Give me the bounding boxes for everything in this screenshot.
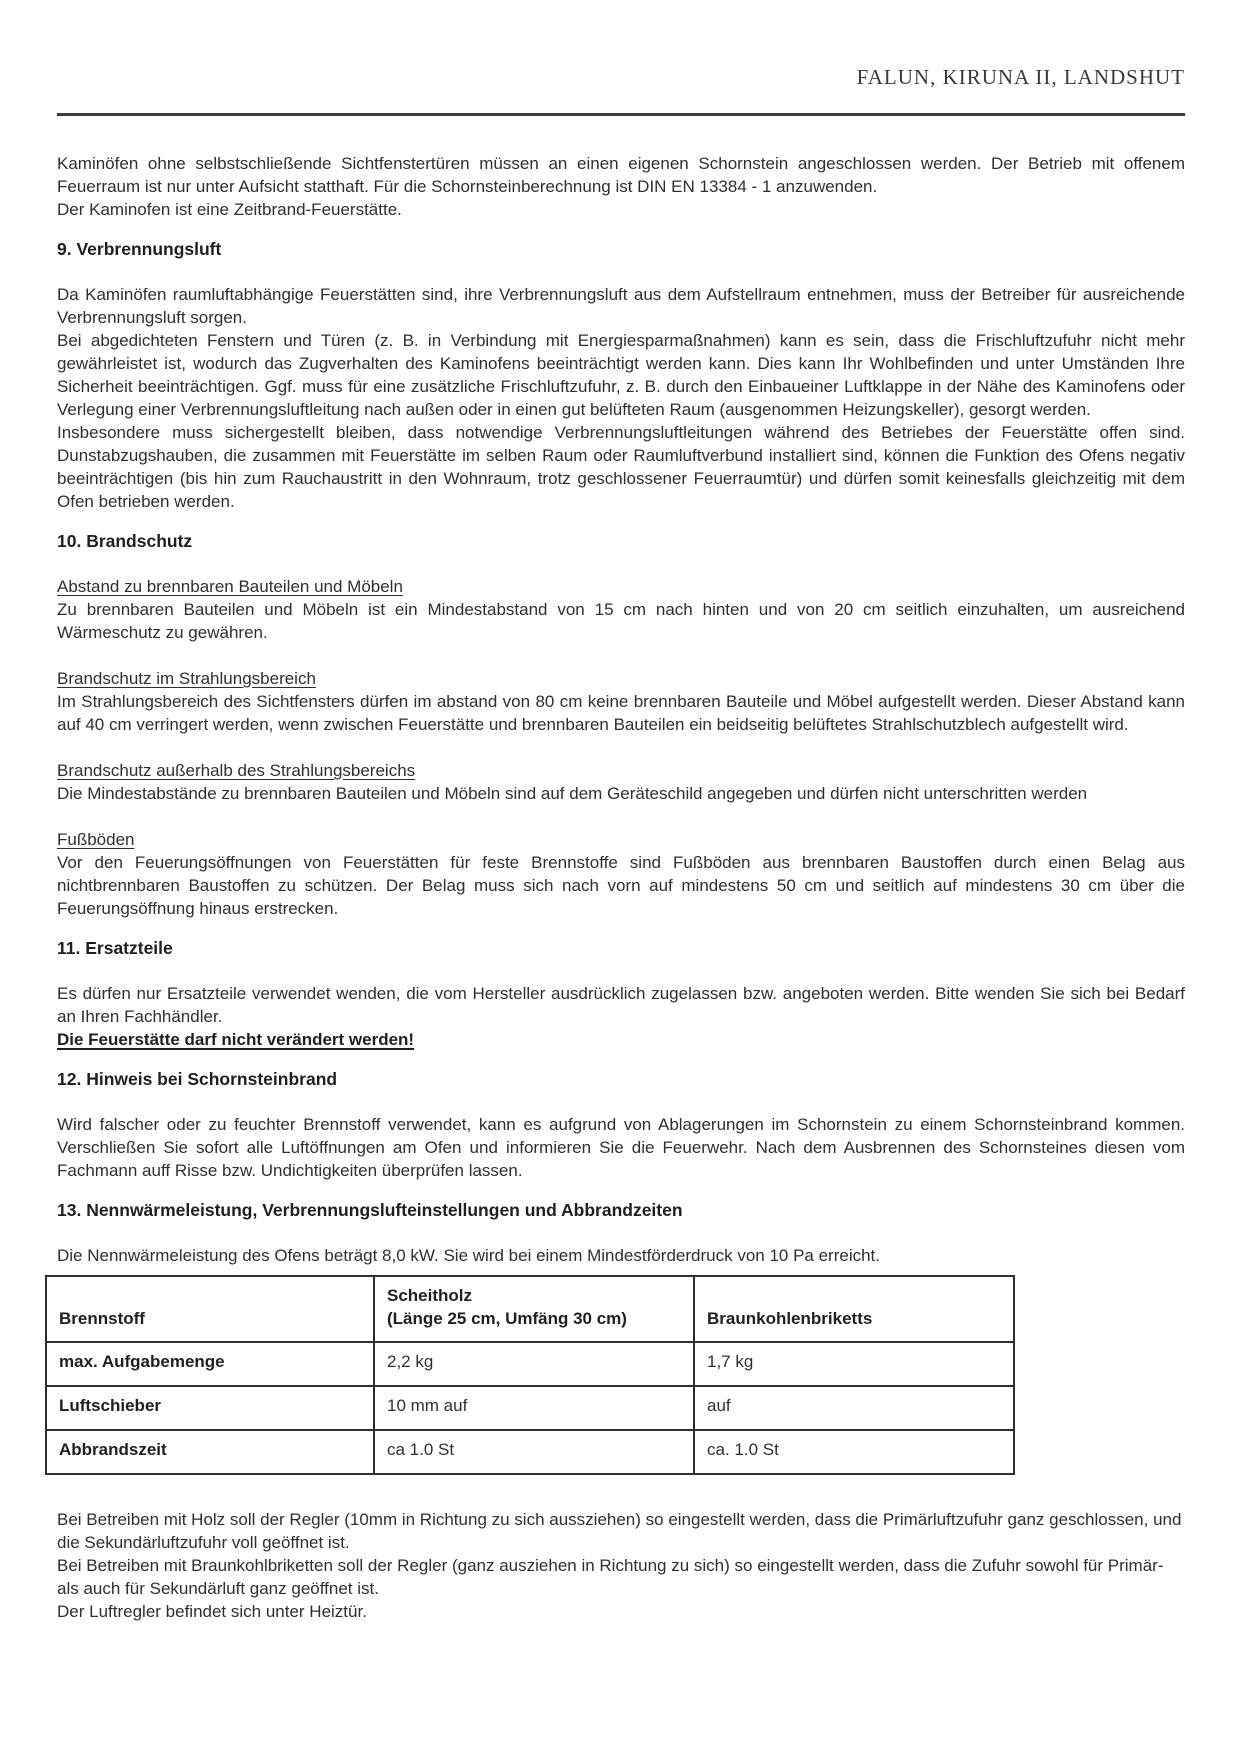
closing-block (57, 1508, 1185, 1623)
section-11-heading: 11. Ersatzteile (57, 938, 173, 958)
table-cell-label: Luftschieber (46, 1386, 374, 1430)
table-header-scheitholz-line2: (Länge 25 cm, Umfäng 30 cm) (387, 1309, 627, 1328)
table-header-scheitholz-line1: Scheitholz (387, 1286, 473, 1305)
section-10-text-abstand: Zu brennbaren Bauteilen und Möbeln ist ein Mindestabstand von 15 cm nach hinten und von 20 cm seitlich einzuhalten, um ausreichend Wärmeschutz zu gewähren. (57, 600, 1185, 642)
section-11-warning: Die Feuerstätte darf nicht verändert werden! (57, 1030, 415, 1049)
table-cell-label: max. Aufgabemenge (46, 1342, 374, 1386)
section-13-paragraph-1: Die Nennwärmeleistung des Ofens beträgt 8,0 kW. Sie wird bei einem Mindestförderdruck von 10 Pa erreicht. (57, 1246, 881, 1265)
closing-paragraph-2: Bei Betreiben mit Braunkohlbriketten soll der Regler (ganz ausziehen in Richtung zu sich) so eingestellt werden, dass die Zufuhr sowohl für Primär- als auch für Sekundärluft ganz geöffnet ist. (57, 1556, 1164, 1598)
table-header-row (46, 1276, 1014, 1342)
table-cell-braunkohle: auf (694, 1386, 1014, 1430)
section-13-heading: 13. Nennwärmeleistung, Verbrennungslufteinstellungen und Abbrandzeiten (57, 1200, 683, 1220)
table-row (46, 1430, 1014, 1474)
table-cell-braunkohle: 1,7 kg (694, 1342, 1014, 1386)
intro-paragraph-2: Der Kaminofen ist eine Zeitbrand-Feuerstätte. (57, 200, 402, 219)
section-10-subtitle-ausserhalb: Brandschutz außerhalb des Strahlungsbereichs (57, 761, 416, 780)
intro-paragraph-1: Kaminöfen ohne selbstschließende Sichtfenstertüren müssen an einen eigenen Schornstein angeschlossen werden. Der Betrieb mit offenem Feuerraum ist nur unter Aufsicht statthaft. Für die Schornsteinberechnung ist DIN EN 13384 - 1 anzuwenden. (57, 154, 1185, 196)
table-cell-scheitholz: 2,2 kg (374, 1342, 694, 1386)
document-header-title: FALUN, KIRUNA II, LANDSHUT (856, 65, 1185, 89)
closing-paragraph-3: Der Luftregler befindet sich unter Heiztür. (57, 1602, 367, 1621)
section-9-paragraph-2: Bei abgedichteten Fenstern und Türen (z. B. in Verbindung mit Energiesparmaßnahmen) kann es sein, dass die Frischluftzufuhr nicht mehr gewährleistet ist, wodurch das Zugverhalten des Kaminofens beeinträchtigt werden kann. Dies kann Ihr Wohlbefinden und unter Umständen Ihre Sicherheit beeinträchtigen. Ggf. muss für eine zusätzliche Frischluftzufuhr, z. B. durch den Einbaueiner Luftklappe in der Nähe des Kaminofens oder Verlegung einer Verbrennungsluftleitung nach außen oder in einen gut belüfteten Raum (ausgenommen Heizungskeller), gesorgt werden. (57, 331, 1185, 419)
section-10-subtitle-strahlungsbereich: Brandschutz im Strahlungsbereich (57, 669, 316, 688)
section-10-subtitle-abstand: Abstand zu brennbaren Bauteilen und Möbeln (57, 577, 403, 596)
section-9-paragraph-3: Insbesondere muss sichergestellt bleiben, dass notwendige Verbrennungsluftleitungen während des Betriebes der Feuerstätte offen sind. Dunstabzugshauben, die zusammen mit Feuerstätte im selben Raum oder Raumluftverbund installiert sind, können die Funktion des Ofens negativ beeinträchtigen (bis hin zum Rauchaustritt in den Wohnraum, trotz geschlossener Feuerraumtür) und dürfen somit keinesfalls gleichzeitig mit dem Ofen betrieben werden. (57, 423, 1185, 511)
document-body (57, 152, 1185, 1623)
table-row (46, 1342, 1014, 1386)
table-cell-braunkohle: ca. 1.0 St (694, 1430, 1014, 1474)
section-11-paragraph-1: Es dürfen nur Ersatzteile verwendet wenden, die vom Hersteller ausdrücklich zugelassen bzw. angeboten werden. Bitte wenden Sie sich bei Bedarf an Ihren Fachhändler. (57, 984, 1185, 1026)
table-header-braunkohlenbriketts: Braunkohlenbriketts (694, 1276, 1014, 1342)
table-cell-label: Abbrandszeit (46, 1430, 374, 1474)
table-row (46, 1386, 1014, 1430)
section-9-heading: 9. Verbrennungsluft (57, 239, 222, 259)
table-cell-scheitholz: ca 1.0 St (374, 1430, 694, 1474)
section-10-heading: 10. Brandschutz (57, 531, 193, 551)
section-10-text-fussboeden: Vor den Feuerungsöffnungen von Feuerstätten für feste Brennstoffe sind Fußböden aus brennbaren Baustoffen durch einen Belag aus nichtbrennbaren Baustoffen zu schützen. Der Belag muss sich nach vorn auf mindestens 50 cm und seitlich auf mindestens 30 cm über die Feuerungsöffnung hinaus erstrecken. (57, 853, 1185, 918)
fuel-settings-table (45, 1275, 1015, 1475)
section-12-paragraph-1: Wird falscher oder zu feuchter Brennstoff verwendet, kann es aufgrund von Ablagerungen im Schornstein zu einem Schornsteinbrand kommen. Verschließen Sie sofort alle Luftöffnungen am Ofen und informieren Sie die Feuerwehr. Nach dem Ausbrennen des Schornsteines diesen vom Fachmann auff Risse bzw. Undichtigkeiten überprüfen lassen. (57, 1115, 1185, 1180)
section-12-heading: 12. Hinweis bei Schornsteinbrand (57, 1069, 338, 1089)
table-header-scheitholz (374, 1276, 694, 1342)
table-cell-scheitholz: 10 mm auf (374, 1386, 694, 1430)
header-rule (57, 113, 1185, 116)
section-10-text-ausserhalb: Die Mindestabstände zu brennbaren Bauteilen und Möbeln sind auf dem Geräteschild angegeben und dürfen nicht unterschritten werden (57, 784, 1088, 803)
section-9-paragraph-1: Da Kaminöfen raumluftabhängige Feuerstätten sind, ihre Verbrennungsluft aus dem Aufstellraum entnehmen, muss der Betreiber für ausreichende Verbrennungsluft sorgen. (57, 285, 1185, 327)
section-10-text-strahlungsbereich: Im Strahlungsbereich des Sichtfensters dürfen im abstand von 80 cm keine brennbaren Bauteile und Möbel aufgestellt werden. Dieser Abstand kann auf 40 cm verringert werden, wenn zwischen Feuerstätte und brennbaren Bauteilen ein beidseitig belüftetes Strahlschutzblech aufgestellt wird. (57, 692, 1185, 734)
table-header-brennstoff: Brennstoff (46, 1276, 374, 1342)
closing-paragraph-1: Bei Betreiben mit Holz soll der Regler (10mm in Richtung zu sich aussziehen) so eingestellt werden, dass die Primärluftzufuhr ganz geschlossen, und die Sekundärluftzufuhr voll geöffnet ist. (57, 1510, 1182, 1552)
section-10-subtitle-fussboeden: Fußböden (57, 830, 135, 849)
